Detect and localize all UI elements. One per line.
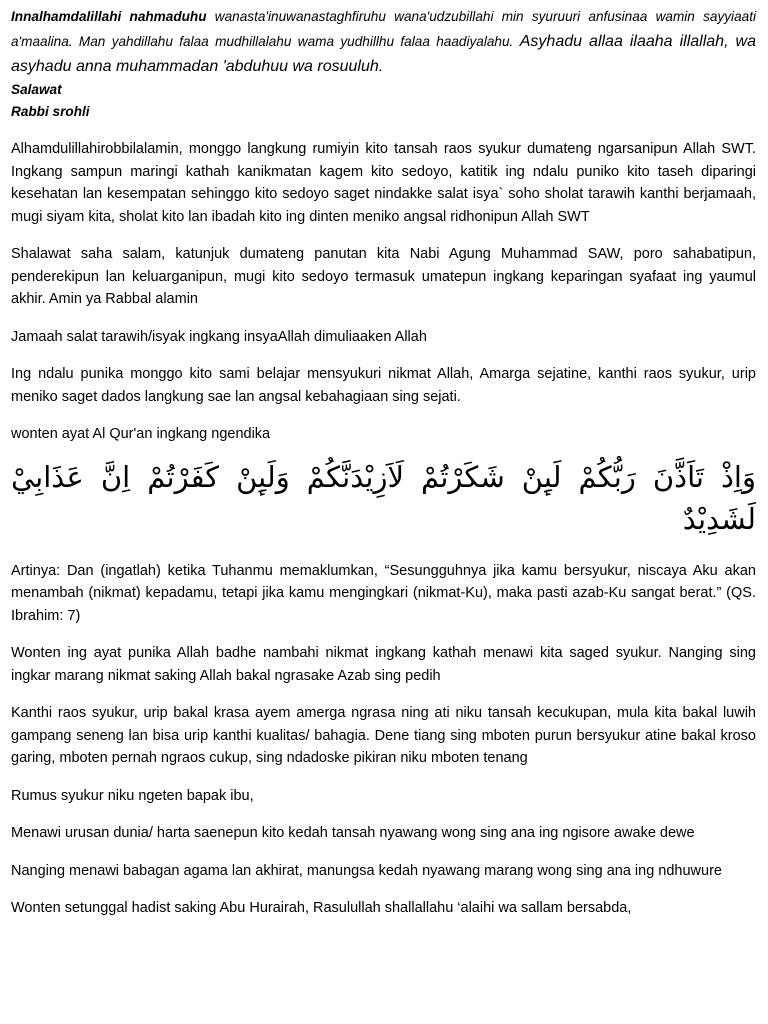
label-salawat: Salawat: [11, 82, 62, 97]
paragraph-ayat-explanation: Wonten ing ayat punika Allah badhe nambahi nikmat ingkang kathah menawi kita saged syukur. Nanging sing ingkar marang nikmat saking Allah bakal ngrasake Azab sing pedih: [11, 645, 756, 684]
paragraph-ayat-intro: wonten ayat Al Qur'an ingkang ngendika: [11, 426, 271, 442]
opening-middle: wanasta'inuwanastaghfiruhu wana'udzubillahi min syuruuri anfusinaa wamin sayyiaati a'maalina. Man yahdillahu falaa mudhillalahu wama yudhillhu falaa haadiyalahu.: [11, 9, 756, 49]
paragraph-address-jamaah: Jamaah salat tarawih/isyak ingkang insyaAllah dimuliaaken Allah: [11, 328, 427, 345]
opening-khutbah: [11, 4, 756, 79]
paragraph-translation: Artinya: Dan (ingatlah) ketika Tuhanmu memaklumkan, “Sesungguhnya jika kamu bersyukur, niscaya Aku akan menambah (nikmat) kepadamu, tetapi jika kamu mengingkari (nikmat-Ku), maka pasti azab-Ku sangat berat.” (QS. Ibrahim: 7): [11, 562, 756, 624]
paragraph-rumus-syukur: Rumus syukur niku ngeten bapak ibu,: [11, 787, 254, 804]
opening-shahada: Asyhadu allaa ilaaha illallah, wa asyhadu anna muhammadan 'abduhuu wa rosuuluh.: [11, 33, 756, 75]
document-page: [11, 4, 756, 920]
paragraph-akhirat: Nanging menawi babagan agama lan akhirat, manungsa kedah nyawang marang wong sing ana ing ndhuwure: [11, 862, 722, 879]
paragraph-shalawat: Shalawat saha salam, katunjuk dumateng panutan kita Nabi Agung Muhammad SAW, poro sahabatipun, penderekipun lan keluarganipun, mugi kito sedoyo termasuk umatepun ingkang keparingan syafaat ing yaumul akhir. Amin ya Rabbal alamin: [11, 246, 756, 307]
arabic-verse: وَاِذْ تَاَذَّنَ رَبُّكُمْ لَىِٕنْ شَكَرْتُمْ لَاَزِيْدَنَّكُمْ وَلَىِٕنْ كَفَرْتُمْ اِنَّ عَذَابِيْ لَشَدِيْدٌ: [11, 459, 756, 536]
paragraph-syukur-benefit: Kanthi raos syukur, urip bakal krasa ayem amerga ngrasa ning ati niku tansah kecukupan, mula kita bakal luwih gampang seneng lan bisa urip kanthi kualitas/ bahagia. Dene tiang sing mboten purun bersyukur atine bakal kroso garing, mboten pernah ngraos cukup, sing ndadoske pikiran niku mboten tenang: [11, 705, 756, 766]
paragraph-hadist-intro: Wonten setunggal hadist saking Abu Hurairah, Rasulullah shallallahu ‘alaihi wa sallam bersabda,: [11, 900, 632, 916]
opening-lead: Innalhamdalillahi nahmaduhu: [11, 9, 207, 24]
paragraph-syukur-intro: Ing ndalu punika monggo kito sami belajar mensyukuri nikmat Allah, Amarga sejatine, kanthi raos syukur, urip meniko saget dados langkung sae lan angsal kebahagiaan sing sejati.: [11, 366, 756, 405]
label-rabbi-srohli: Rabbi srohli: [11, 104, 90, 119]
paragraph-hamdalah: Alhamdulillahirobbilalamin, monggo langkung rumiyin kito tansah raos syukur dumateng ngarsanipun Allah SWT. Ingkang sampun maringi kathah kanikmatan kagem kito sedoyo, katitik ing ndalu puniko kito taseh diparingi kesehatan lan kesempatan sehinggo kito sedoyo saget nindakke salat isya` soho sholat tarawih kanthi berjamaah, mugi siyam kita, sholat kito lan ibadah kito ing dinten meniko angsal ridhonipun Allah SWT: [11, 141, 756, 225]
paragraph-dunia: Menawi urusan dunia/ harta saenepun kito kedah tansah nyawang wong sing ana ing ngisore awake dewe: [11, 825, 695, 841]
